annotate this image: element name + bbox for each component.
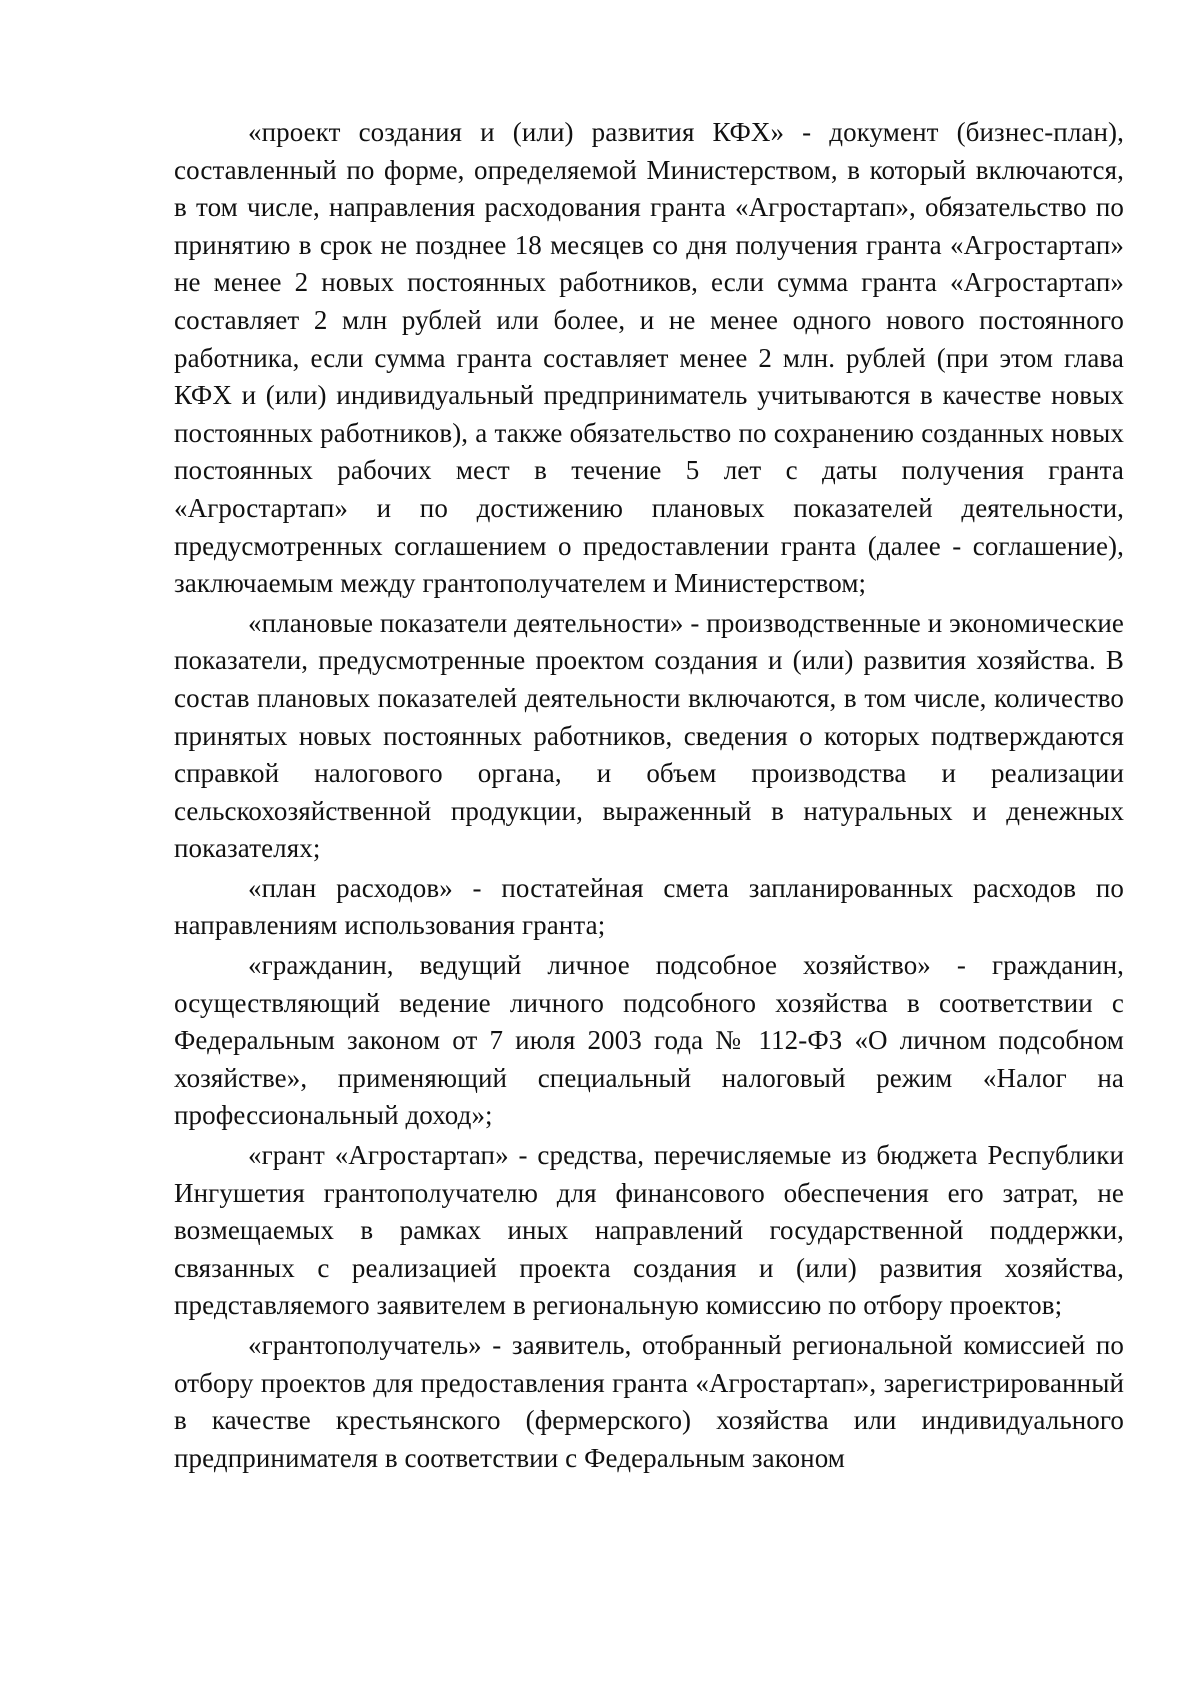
paragraph-agrostartup-grant: «грант «Агростартап» - средства, перечисляемые из бюджета Республики Ингушетия грантополучателю для финансового обеспечения его затрат, не возмещаемых в рамках иных направлений государственной поддержки, связанных с реализацией проекта создания и (или) развития хозяйства, представляемого заявителем в региональную комиссию по отбору проектов; [174,1140,1124,1321]
paragraph-grant-recipient: «грантополучатель» - заявитель, отобранный региональной комиссией по отбору проектов для предоставления гранта «Агростартап», зарегистрированный в качестве крестьянского (фермерского) хозяйства или индивидуального предпринимателя в соответствии с Федеральным законом [174,1330,1124,1473]
paragraph-expense-plan: «план расходов» - постатейная смета запланированных расходов по направлениям использования гранта; [174,872,1124,941]
document-body [174,114,1124,1479]
paragraph-household-citizen: «гражданин, ведущий личное подсобное хозяйство» - гражданин, осуществляющий ведение личного подсобного хозяйства в соответствии с Федеральным законом от 7 июля 2003 года № 112-ФЗ «О личном подсобном хозяйстве», применяющий специальный налоговый режим «Налог на профессиональный доход»; [174,950,1124,1131]
paragraph-kfh-project: «проект создания и (или) развития КФХ» - документ (бизнес-план), составленный по форме, определяемой Министерством, в который включаются, в том числе, направления расходования гранта «Агростартап», обязательство по принятию в срок не позднее 18 месяцев со дня получения гранта «Агростартап» не менее 2 новых постоянных работников, если сумма гранта «Агростартап» составляет 2 млн рублей или более, и не менее одного нового постоянного работника, если сумма гранта составляет менее 2 млн. рублей (при этом глава КФХ и (или) индивидуальный предприниматель учитываются в качестве новых постоянных работников), а также обязательство по сохранению созданных новых постоянных рабочих мест в течение 5 лет с даты получения гранта «Агростартап» и по достижению плановых показателей деятельности, предусмотренных соглашением о предоставлении гранта (далее - соглашение), заключаемым между грантополучателем и Министерством; [174,117,1124,599]
paragraph-planned-indicators: «плановые показатели деятельности» - производственные и экономические показатели, предусмотренные проектом создания и (или) развития хозяйства. В состав плановых показателей деятельности включаются, в том числе, количество принятых новых постоянных работников, сведения о которых подтверждаются справкой налогового органа, и объем производства и реализации сельскохозяйственной продукции, выраженный в натуральных и денежных показателях; [174,607,1124,864]
